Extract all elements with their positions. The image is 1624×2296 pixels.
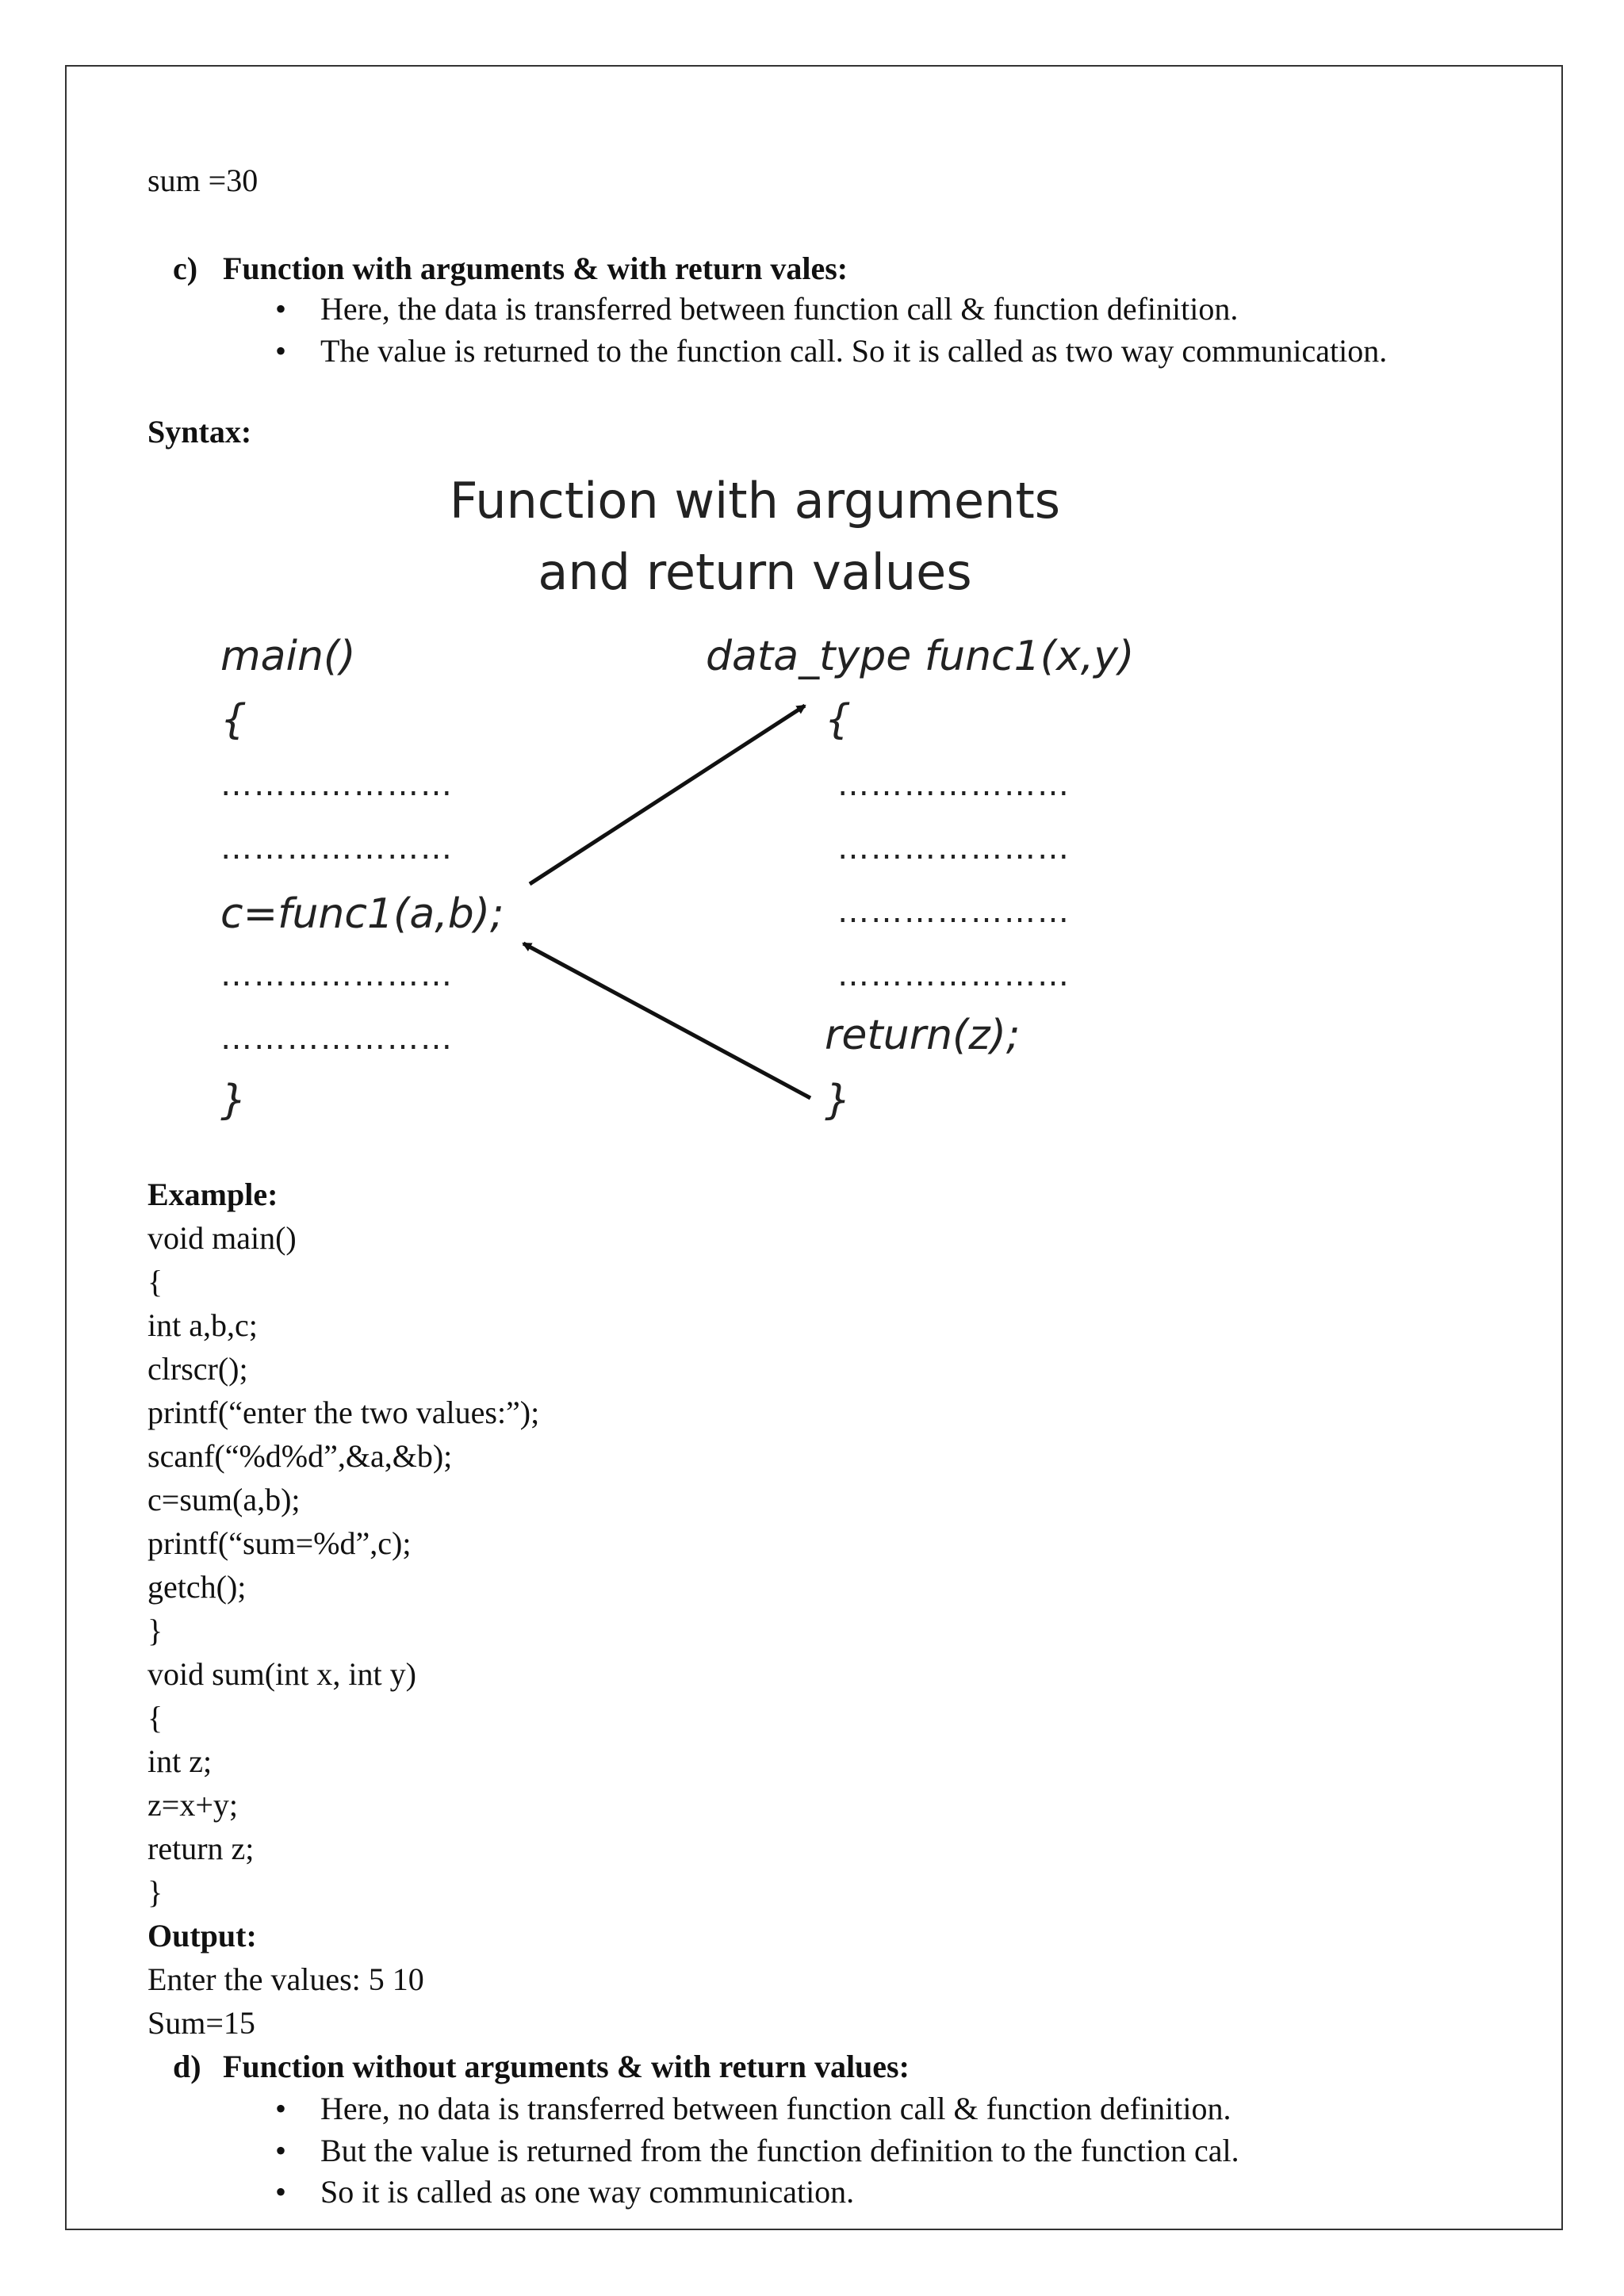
code-line: c=sum(a,b);	[147, 1482, 301, 1517]
bullet-dot: •	[275, 2174, 287, 2210]
section-d-heading: Function without arguments & with return values:	[223, 2049, 910, 2084]
func-dots-3: …………………	[837, 894, 1071, 930]
func-close-brace: }	[825, 1077, 852, 1124]
bullet-dot: •	[275, 333, 287, 369]
output-label: Output:	[147, 1918, 257, 1954]
code-line: {	[147, 1264, 163, 1299]
main-dots-4: …………………	[220, 1020, 454, 1057]
diagram-title-line1: Function with arguments	[449, 472, 1061, 530]
main-call: c=func1(a,b);	[220, 890, 504, 938]
func-dots-1: …………………	[837, 767, 1071, 803]
bullet-dot: •	[275, 2133, 287, 2168]
code-line: }	[147, 1613, 163, 1648]
code-line: void main()	[147, 1220, 297, 1256]
section-d-marker: d)	[173, 2049, 201, 2084]
sum-output-line: sum =30	[147, 163, 259, 198]
code-line: int z;	[147, 1743, 213, 1779]
call-arrow	[530, 706, 805, 884]
main-dots-2: …………………	[220, 830, 454, 867]
section-c-bullet-1: Here, the data is transferred between function call & function definition.	[320, 291, 1239, 327]
main-close-brace: }	[220, 1077, 247, 1124]
code-line: clrscr();	[147, 1351, 248, 1387]
main-dots-1: …………………	[220, 767, 454, 803]
diagram-title-line2: and return values	[538, 543, 972, 601]
return-arrow	[523, 943, 810, 1098]
bullet-dot: •	[275, 291, 287, 327]
code-line: getch();	[147, 1569, 247, 1605]
func-dots-2: …………………	[837, 830, 1071, 867]
code-line: z=x+y;	[147, 1787, 238, 1823]
func-dots-4: …………………	[837, 957, 1071, 993]
main-header: main()	[220, 633, 356, 680]
section-c-heading: Function with arguments & with return vales:	[223, 251, 848, 286]
func-header: data_type func1(x,y)	[706, 633, 1135, 680]
code-line: printf(“sum=%d”,c);	[147, 1525, 412, 1561]
output-line: Enter the values: 5 10	[147, 1961, 424, 1997]
code-line: return z;	[147, 1831, 255, 1866]
code-line: printf(“enter the two values:”);	[147, 1395, 540, 1430]
code-line: void sum(int x, int y)	[147, 1656, 416, 1692]
output-line: Sum=15	[147, 2005, 255, 2041]
main-open-brace: {	[220, 696, 247, 744]
code-line: int a,b,c;	[147, 1307, 258, 1343]
section-c-bullet-2: The value is returned to the function call. So it is called as two way communication.	[320, 333, 1388, 369]
func-open-brace: {	[825, 696, 852, 744]
syntax-label: Syntax:	[147, 414, 252, 450]
code-line: }	[147, 1874, 163, 1910]
code-line: scanf(“%d%d”,&a,&b);	[147, 1438, 453, 1474]
bullet-dot: •	[275, 2091, 287, 2126]
section-c-marker: c)	[173, 251, 198, 286]
example-label: Example:	[147, 1177, 278, 1212]
section-d-bullet-3: So it is called as one way communication.	[320, 2174, 855, 2210]
main-dots-3: …………………	[220, 957, 454, 993]
func-return: return(z);	[825, 1012, 1021, 1059]
code-line: {	[147, 1700, 163, 1735]
section-d-bullet-2: But the value is returned from the function definition to the function cal.	[320, 2133, 1239, 2168]
section-d-bullet-1: Here, no data is transferred between function call & function definition.	[320, 2091, 1231, 2126]
